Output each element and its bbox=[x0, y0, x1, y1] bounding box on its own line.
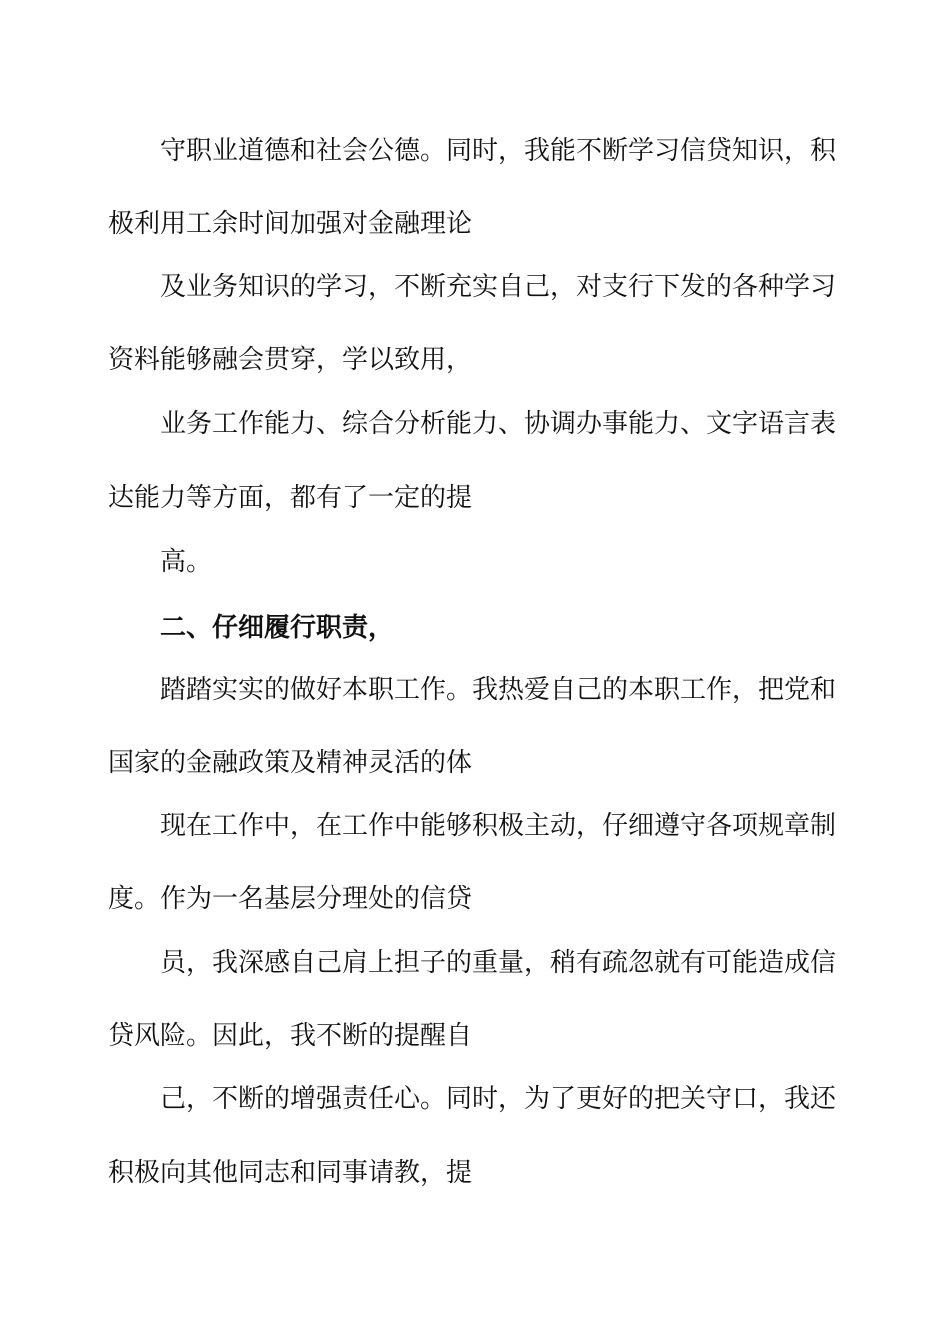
text-line: 高。 bbox=[160, 547, 213, 577]
text-line: 业务工作能力、综合分析能力、协调办事能力、文字语言表 bbox=[160, 409, 837, 439]
text-line: 积极向其他同志和同事请教，提 bbox=[108, 1158, 473, 1188]
text-line: 员，我深感自己肩上担子的重量，稍有疏忽就有可能造成信 bbox=[160, 948, 837, 978]
text-line: 及业务知识的学习，不断充实自己，对支行下发的各种学习 bbox=[160, 272, 837, 302]
text-line: 达能力等方面，都有了一定的提 bbox=[108, 483, 473, 513]
text-line: 国家的金融政策及精神灵活的体 bbox=[108, 748, 473, 778]
text-line: 己，不断的增强责任心。同时，为了更好的把关守口，我还 bbox=[160, 1084, 837, 1114]
text-line: 极利用工余时间加强对金融理论 bbox=[108, 209, 473, 239]
text-line: 现在工作中，在工作中能够积极主动，仔细遵守各项规章制 bbox=[160, 811, 837, 841]
section-heading: 二、仔细履行职责， bbox=[160, 613, 395, 643]
text-line: 资料能够融会贯穿，学以致用， bbox=[108, 345, 473, 375]
text-line: 贷风险。因此，我不断的提醒自 bbox=[108, 1021, 473, 1051]
text-line: 踏踏实实的做好本职工作。我热爱自己的本职工作，把党和 bbox=[160, 675, 837, 705]
text-line: 守职业道德和社会公德。同时，我能不断学习信贷知识，积 bbox=[160, 136, 837, 166]
text-line: 度。作为一名基层分理处的信贷 bbox=[108, 884, 473, 914]
